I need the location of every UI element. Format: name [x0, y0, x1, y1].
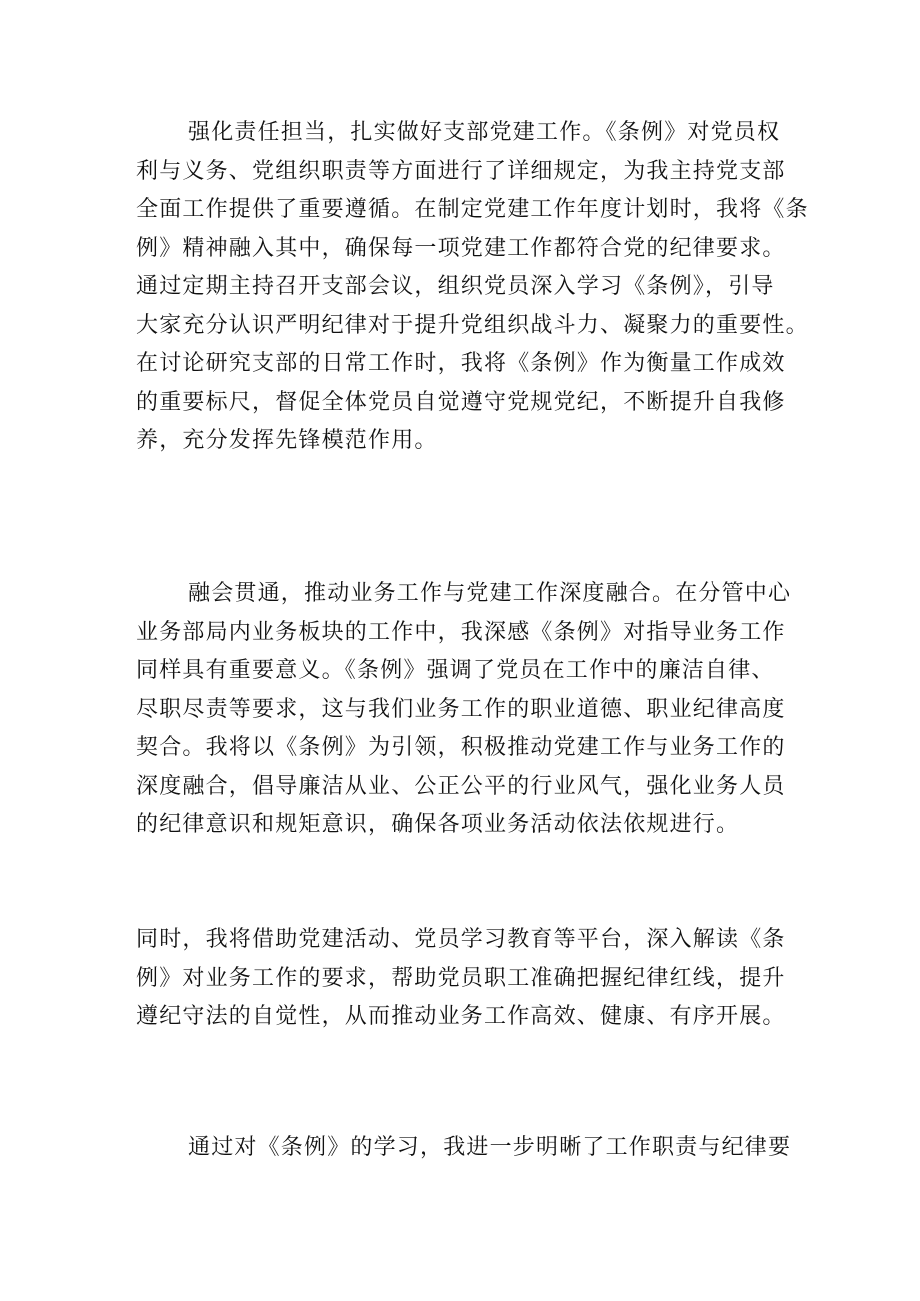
text-line: 尽职尽责等要求，这与我们业务工作的职业道德、职业纪律高度 — [136, 696, 786, 722]
text-line: 强化责任担当，扎实做好支部党建工作。《条例》对党员权 — [188, 120, 781, 145]
paragraph-business-integration — [136, 575, 796, 845]
paragraph-conclusion — [136, 1129, 796, 1168]
text-line: 契合。我将以《条例》为引领，积极推动党建工作与业务工作的 — [136, 735, 786, 760]
text-line: 通过定期主持召开支部会议，组织党员深入学习《条例》，引导 — [136, 274, 775, 299]
paragraph-meanwhile — [136, 921, 796, 1037]
text-line: 养，充分发挥先锋模范作用。 — [136, 428, 438, 453]
text-line: 的重要标尺，督促全体党员自觉遵守党规党纪，不断提升自我修 — [136, 389, 786, 415]
text-line: 大家充分认识严明纪律对于提升党组织战斗力、凝聚力的重要性。 — [136, 312, 809, 338]
text-line: 通过对《条例》的学习，我进一步明晰了工作职责与纪律要 — [188, 1135, 792, 1160]
text-line: 遵纪守法的自觉性，从而推动业务工作高效、健康、有序开展。 — [136, 1004, 786, 1029]
text-line: 的纪律意识和规矩意识，确保各项业务活动依法依规进行。 — [136, 812, 740, 837]
text-line: 例》精神融入其中，确保每一项党建工作都符合党的纪律要求。 — [136, 235, 786, 261]
text-line: 在讨论研究支部的日常工作时，我将《条例》作为衡量工作成效 — [136, 351, 786, 376]
text-line: 融会贯通，推动业务工作与党建工作深度融合。在分管中心 — [188, 581, 792, 606]
text-line: 全面工作提供了重要遵循。在制定党建工作年度计划时，我将《条 — [136, 197, 809, 222]
text-line: 深度融合，倡导廉洁从业、公正公平的行业风气，强化业务人员 — [136, 773, 786, 799]
text-line: 同时，我将借助党建活动、党员学习教育等平台，深入解读《条 — [136, 927, 786, 952]
text-line: 利与义务、党组织职责等方面进行了详细规定，为我主持党支部 — [136, 158, 786, 184]
paragraph-party-building-responsibility — [136, 114, 809, 461]
text-line: 例》对业务工作的要求，帮助党员职工准确把握纪律红线，提升 — [136, 965, 786, 991]
text-line: 业务部局内业务板块的工作中，我深感《条例》对指导业务工作 — [136, 619, 786, 645]
text-line: 同样具有重要意义。《条例》强调了党员在工作中的廉洁自律、 — [136, 658, 775, 683]
